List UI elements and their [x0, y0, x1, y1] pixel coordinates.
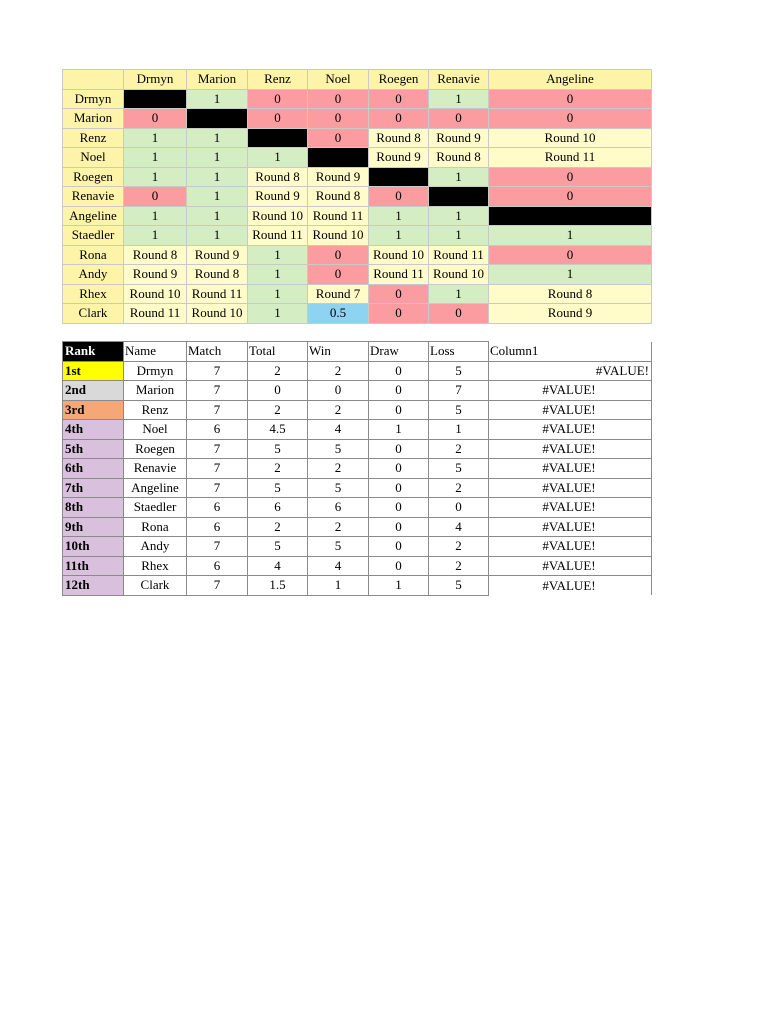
matrix-cell[interactable]: Round 8: [248, 167, 308, 187]
matrix-cell[interactable]: 0: [429, 304, 489, 324]
matrix-cell[interactable]: 1: [124, 148, 187, 168]
standings-row: [63, 420, 652, 440]
matrix-cell[interactable]: 0: [489, 109, 652, 129]
loss-cell[interactable]: 5: [429, 400, 489, 420]
loss-cell[interactable]: 5: [429, 459, 489, 479]
matrix-row-header[interactable]: Renz: [63, 128, 124, 148]
match-cell[interactable]: 7: [187, 537, 248, 557]
matrix-cell[interactable]: 1: [187, 128, 248, 148]
total-cell[interactable]: 4: [248, 556, 308, 576]
rank-cell[interactable]: 9th: [63, 517, 124, 537]
rank-cell[interactable]: 7th: [63, 478, 124, 498]
matrix-cell[interactable]: Round 9: [248, 187, 308, 207]
loss-cell[interactable]: 2: [429, 478, 489, 498]
standings-row: [63, 537, 652, 557]
matrix-row-header[interactable]: Staedler: [63, 226, 124, 246]
matrix-cell[interactable]: 0: [124, 109, 187, 129]
name-cell[interactable]: Roegen: [124, 439, 187, 459]
matrix-cell[interactable]: Round 9: [369, 148, 429, 168]
matrix-cell[interactable]: 1: [124, 226, 187, 246]
matrix-cell[interactable]: Round 9: [124, 265, 187, 285]
matrix-cell[interactable]: [489, 206, 652, 226]
matrix-cell[interactable]: 0: [369, 284, 429, 304]
loss-cell[interactable]: 4: [429, 517, 489, 537]
loss-cell[interactable]: 5: [429, 576, 489, 596]
matrix-cell[interactable]: Round 7: [308, 284, 369, 304]
draw-cell[interactable]: 0: [369, 498, 429, 518]
name-cell[interactable]: Rhex: [124, 556, 187, 576]
name-cell[interactable]: Clark: [124, 576, 187, 596]
column1-cell[interactable]: #VALUE!: [489, 576, 652, 596]
name-cell[interactable]: Drmyn: [124, 361, 187, 381]
column1-cell[interactable]: #VALUE!: [489, 459, 652, 479]
matrix-row-header[interactable]: Renavie: [63, 187, 124, 207]
matrix-cell[interactable]: 1: [489, 265, 652, 285]
matrix-row: [63, 245, 652, 265]
match-cell[interactable]: 7: [187, 478, 248, 498]
matrix-col-header[interactable]: Renavie: [429, 70, 489, 90]
matrix-row-header[interactable]: Roegen: [63, 167, 124, 187]
matrix-cell[interactable]: 0: [489, 187, 652, 207]
draw-cell[interactable]: 1: [369, 576, 429, 596]
matrix-cell[interactable]: Round 11: [248, 226, 308, 246]
standings-row: [63, 478, 652, 498]
rank-cell[interactable]: 4th: [63, 420, 124, 440]
matrix-cell[interactable]: 1: [187, 148, 248, 168]
standings-row: [63, 556, 652, 576]
standings-row: [63, 576, 652, 596]
matrix-cell[interactable]: 0: [248, 89, 308, 109]
matrix-cell[interactable]: Round 8: [308, 187, 369, 207]
matrix-cell[interactable]: 0: [489, 245, 652, 265]
standings-row: [63, 400, 652, 420]
match-cell[interactable]: 7: [187, 361, 248, 381]
matrix-row-header[interactable]: Noel: [63, 148, 124, 168]
matrix-cell[interactable]: 1: [248, 284, 308, 304]
draw-header[interactable]: Draw: [369, 342, 429, 362]
column1-cell[interactable]: #VALUE!: [489, 556, 652, 576]
matrix-cell[interactable]: 1: [369, 226, 429, 246]
standings-header-row: [63, 342, 652, 362]
matrix-col-header[interactable]: Marion: [187, 70, 248, 90]
rank-cell[interactable]: 8th: [63, 498, 124, 518]
matrix-cell[interactable]: 0: [369, 304, 429, 324]
total-header[interactable]: Total: [248, 342, 308, 362]
matrix-cell[interactable]: 1: [429, 89, 489, 109]
rank-cell[interactable]: 5th: [63, 439, 124, 459]
matrix-cell[interactable]: Round 10: [489, 128, 652, 148]
matrix-row: [63, 109, 652, 129]
column1-cell[interactable]: #VALUE!: [489, 400, 652, 420]
matrix-cell[interactable]: 0: [489, 167, 652, 187]
matrix-cell[interactable]: 0: [369, 187, 429, 207]
matrix-row-header[interactable]: Drmyn: [63, 89, 124, 109]
matrix-cell[interactable]: 1: [187, 206, 248, 226]
matrix-row-header[interactable]: Marion: [63, 109, 124, 129]
name-cell[interactable]: Renavie: [124, 459, 187, 479]
matrix-row-header[interactable]: Rhex: [63, 284, 124, 304]
matrix-row: [63, 206, 652, 226]
draw-cell[interactable]: 0: [369, 537, 429, 557]
rank-cell[interactable]: 12th: [63, 576, 124, 596]
matrix-cell[interactable]: Round 10: [308, 226, 369, 246]
matrix-cell[interactable]: [308, 148, 369, 168]
total-cell[interactable]: 2: [248, 400, 308, 420]
matrix-cell[interactable]: 0: [308, 109, 369, 129]
matrix-cell[interactable]: Round 9: [308, 167, 369, 187]
matrix-cell[interactable]: 1: [429, 226, 489, 246]
matrix-cell[interactable]: 1: [489, 226, 652, 246]
matrix-cell[interactable]: 1: [248, 148, 308, 168]
matrix-cell[interactable]: 1: [248, 304, 308, 324]
match-cell[interactable]: 7: [187, 459, 248, 479]
matrix-cell[interactable]: 0: [369, 89, 429, 109]
match-cell[interactable]: 6: [187, 517, 248, 537]
matrix-row-header[interactable]: Andy: [63, 265, 124, 285]
matrix-cell[interactable]: 1: [124, 128, 187, 148]
matrix-cell[interactable]: 1: [429, 167, 489, 187]
matrix-row: [63, 226, 652, 246]
win-cell[interactable]: 4: [308, 420, 369, 440]
total-cell[interactable]: 2: [248, 459, 308, 479]
matrix-cell[interactable]: [248, 128, 308, 148]
name-cell[interactable]: Renz: [124, 400, 187, 420]
matrix-col-header[interactable]: Angeline: [489, 70, 652, 90]
matrix-cell[interactable]: 0: [248, 109, 308, 129]
draw-cell[interactable]: 0: [369, 361, 429, 381]
matrix-cell[interactable]: 0: [429, 109, 489, 129]
match-header[interactable]: Match: [187, 342, 248, 362]
standings-row: [63, 517, 652, 537]
rank-header[interactable]: Rank: [63, 342, 124, 362]
matrix-cell[interactable]: 1: [187, 167, 248, 187]
total-cell[interactable]: 5: [248, 439, 308, 459]
column1-cell[interactable]: #VALUE!: [489, 517, 652, 537]
matrix-row: [63, 89, 652, 109]
loss-cell[interactable]: 7: [429, 381, 489, 401]
matrix-cell[interactable]: 1: [124, 167, 187, 187]
name-cell[interactable]: Staedler: [124, 498, 187, 518]
draw-cell[interactable]: 0: [369, 459, 429, 479]
name-cell[interactable]: Noel: [124, 420, 187, 440]
matrix-cell[interactable]: 1: [248, 245, 308, 265]
matrix-cell[interactable]: Round 9: [187, 245, 248, 265]
win-cell[interactable]: 5: [308, 478, 369, 498]
matrix-cell[interactable]: Round 11: [429, 245, 489, 265]
matrix-row-header[interactable]: Angeline: [63, 206, 124, 226]
rank-cell[interactable]: 3rd: [63, 400, 124, 420]
matrix-cell[interactable]: Round 8: [124, 245, 187, 265]
matrix-cell[interactable]: 1: [187, 226, 248, 246]
match-cell[interactable]: 7: [187, 400, 248, 420]
matrix-col-header[interactable]: Roegen: [369, 70, 429, 90]
rank-cell[interactable]: 10th: [63, 537, 124, 557]
loss-cell[interactable]: 1: [429, 420, 489, 440]
match-cell[interactable]: 7: [187, 576, 248, 596]
win-cell[interactable]: 2: [308, 517, 369, 537]
matrix-cell[interactable]: 1: [429, 284, 489, 304]
matrix-col-header[interactable]: Drmyn: [124, 70, 187, 90]
rank-cell[interactable]: 6th: [63, 459, 124, 479]
column1-cell[interactable]: #VALUE!: [489, 381, 652, 401]
win-cell[interactable]: 5: [308, 537, 369, 557]
standings-row: [63, 381, 652, 401]
name-cell[interactable]: Angeline: [124, 478, 187, 498]
standings-row: [63, 498, 652, 518]
matrix-cell[interactable]: Round 10: [369, 245, 429, 265]
loss-cell[interactable]: 0: [429, 498, 489, 518]
name-cell[interactable]: Marion: [124, 381, 187, 401]
standings-row: [63, 439, 652, 459]
matrix-row-header[interactable]: Rona: [63, 245, 124, 265]
total-cell[interactable]: 2: [248, 361, 308, 381]
matrix-cell[interactable]: Round 9: [489, 304, 652, 324]
win-cell[interactable]: 2: [308, 459, 369, 479]
matrix-row: [63, 167, 652, 187]
matrix-cell[interactable]: 0: [308, 128, 369, 148]
rank-cell[interactable]: 1st: [63, 361, 124, 381]
matrix-cell[interactable]: 0: [308, 245, 369, 265]
matrix-cell[interactable]: 1: [124, 206, 187, 226]
column1-cell[interactable]: #VALUE!: [489, 537, 652, 557]
total-cell[interactable]: 5: [248, 537, 308, 557]
matrix-cell[interactable]: Round 11: [489, 148, 652, 168]
matrix-cell[interactable]: 0: [308, 89, 369, 109]
win-cell[interactable]: 4: [308, 556, 369, 576]
matrix-cell[interactable]: Round 8: [369, 128, 429, 148]
name-header[interactable]: Name: [124, 342, 187, 362]
standings-table: [62, 341, 652, 596]
name-cell[interactable]: Rona: [124, 517, 187, 537]
total-cell[interactable]: 1.5: [248, 576, 308, 596]
matrix-row-header[interactable]: Clark: [63, 304, 124, 324]
standings-row: [63, 361, 652, 381]
match-cell[interactable]: 7: [187, 439, 248, 459]
matrix-cell[interactable]: 1: [187, 89, 248, 109]
match-cell[interactable]: 6: [187, 420, 248, 440]
win-cell[interactable]: 6: [308, 498, 369, 518]
rank-cell[interactable]: 11th: [63, 556, 124, 576]
matrix-cell[interactable]: Round 11: [369, 265, 429, 285]
matrix-cell[interactable]: [124, 89, 187, 109]
total-cell[interactable]: 6: [248, 498, 308, 518]
win-cell[interactable]: 1: [308, 576, 369, 596]
loss-cell[interactable]: 2: [429, 556, 489, 576]
matrix-cell[interactable]: [369, 167, 429, 187]
total-cell[interactable]: 4.5: [248, 420, 308, 440]
matrix-cell[interactable]: Round 11: [308, 206, 369, 226]
draw-cell[interactable]: 0: [369, 517, 429, 537]
matrix-cell[interactable]: Round 8: [187, 265, 248, 285]
matrix-cell[interactable]: Round 9: [429, 128, 489, 148]
matrix-row: [63, 148, 652, 168]
matrix-cell[interactable]: Round 10: [248, 206, 308, 226]
matrix-cell[interactable]: Round 10: [124, 284, 187, 304]
matrix-cell[interactable]: 0: [124, 187, 187, 207]
match-cell[interactable]: 6: [187, 556, 248, 576]
matrix-cell[interactable]: 0: [308, 265, 369, 285]
draw-cell[interactable]: 0: [369, 400, 429, 420]
matrix-cell[interactable]: Round 10: [429, 265, 489, 285]
column1-cell[interactable]: #VALUE!: [489, 439, 652, 459]
draw-cell[interactable]: 0: [369, 439, 429, 459]
standings-row: [63, 459, 652, 479]
matrix-cell[interactable]: 0: [489, 89, 652, 109]
column1-cell[interactable]: #VALUE!: [489, 361, 652, 381]
matrix-cell[interactable]: [429, 187, 489, 207]
total-cell[interactable]: 0: [248, 381, 308, 401]
matrix-header-row: [63, 70, 652, 90]
win-cell[interactable]: 2: [308, 400, 369, 420]
loss-cell[interactable]: 5: [429, 361, 489, 381]
draw-cell[interactable]: 1: [369, 420, 429, 440]
column1-cell[interactable]: #VALUE!: [489, 478, 652, 498]
matrix-row: [63, 265, 652, 285]
total-cell[interactable]: 5: [248, 478, 308, 498]
matrix-cell[interactable]: [187, 109, 248, 129]
matrix-cell[interactable]: 0.5: [308, 304, 369, 324]
matrix-corner-cell[interactable]: [63, 70, 124, 90]
name-cell[interactable]: Andy: [124, 537, 187, 557]
column1-header[interactable]: Column1: [489, 342, 652, 362]
column1-cell[interactable]: #VALUE!: [489, 420, 652, 440]
matrix-cell[interactable]: 1: [429, 206, 489, 226]
matrix-cell[interactable]: Round 8: [429, 148, 489, 168]
win-cell[interactable]: 5: [308, 439, 369, 459]
matrix-row: [63, 187, 652, 207]
matrix-col-header[interactable]: Renz: [248, 70, 308, 90]
loss-cell[interactable]: 2: [429, 537, 489, 557]
draw-cell[interactable]: 0: [369, 478, 429, 498]
win-cell[interactable]: 0: [308, 381, 369, 401]
loss-header[interactable]: Loss: [429, 342, 489, 362]
matrix-cell[interactable]: 1: [187, 187, 248, 207]
rank-cell[interactable]: 2nd: [63, 381, 124, 401]
win-header[interactable]: Win: [308, 342, 369, 362]
matrix-cell[interactable]: Round 10: [187, 304, 248, 324]
win-cell[interactable]: 2: [308, 361, 369, 381]
column1-cell[interactable]: #VALUE!: [489, 498, 652, 518]
matrix-cell[interactable]: 0: [369, 109, 429, 129]
draw-cell[interactable]: 0: [369, 556, 429, 576]
matrix-cell[interactable]: Round 11: [187, 284, 248, 304]
draw-cell[interactable]: 0: [369, 381, 429, 401]
matrix-cell[interactable]: 1: [369, 206, 429, 226]
matrix-row: [63, 128, 652, 148]
matrix-row: [63, 284, 652, 304]
total-cell[interactable]: 2: [248, 517, 308, 537]
matrix-cell[interactable]: Round 11: [124, 304, 187, 324]
match-cell[interactable]: 7: [187, 381, 248, 401]
matrix-cell[interactable]: 1: [248, 265, 308, 285]
matrix-col-header[interactable]: Noel: [308, 70, 369, 90]
match-cell[interactable]: 6: [187, 498, 248, 518]
loss-cell[interactable]: 2: [429, 439, 489, 459]
matrix-cell[interactable]: Round 8: [489, 284, 652, 304]
head-to-head-matrix: [62, 69, 652, 324]
matrix-row: [63, 304, 652, 324]
